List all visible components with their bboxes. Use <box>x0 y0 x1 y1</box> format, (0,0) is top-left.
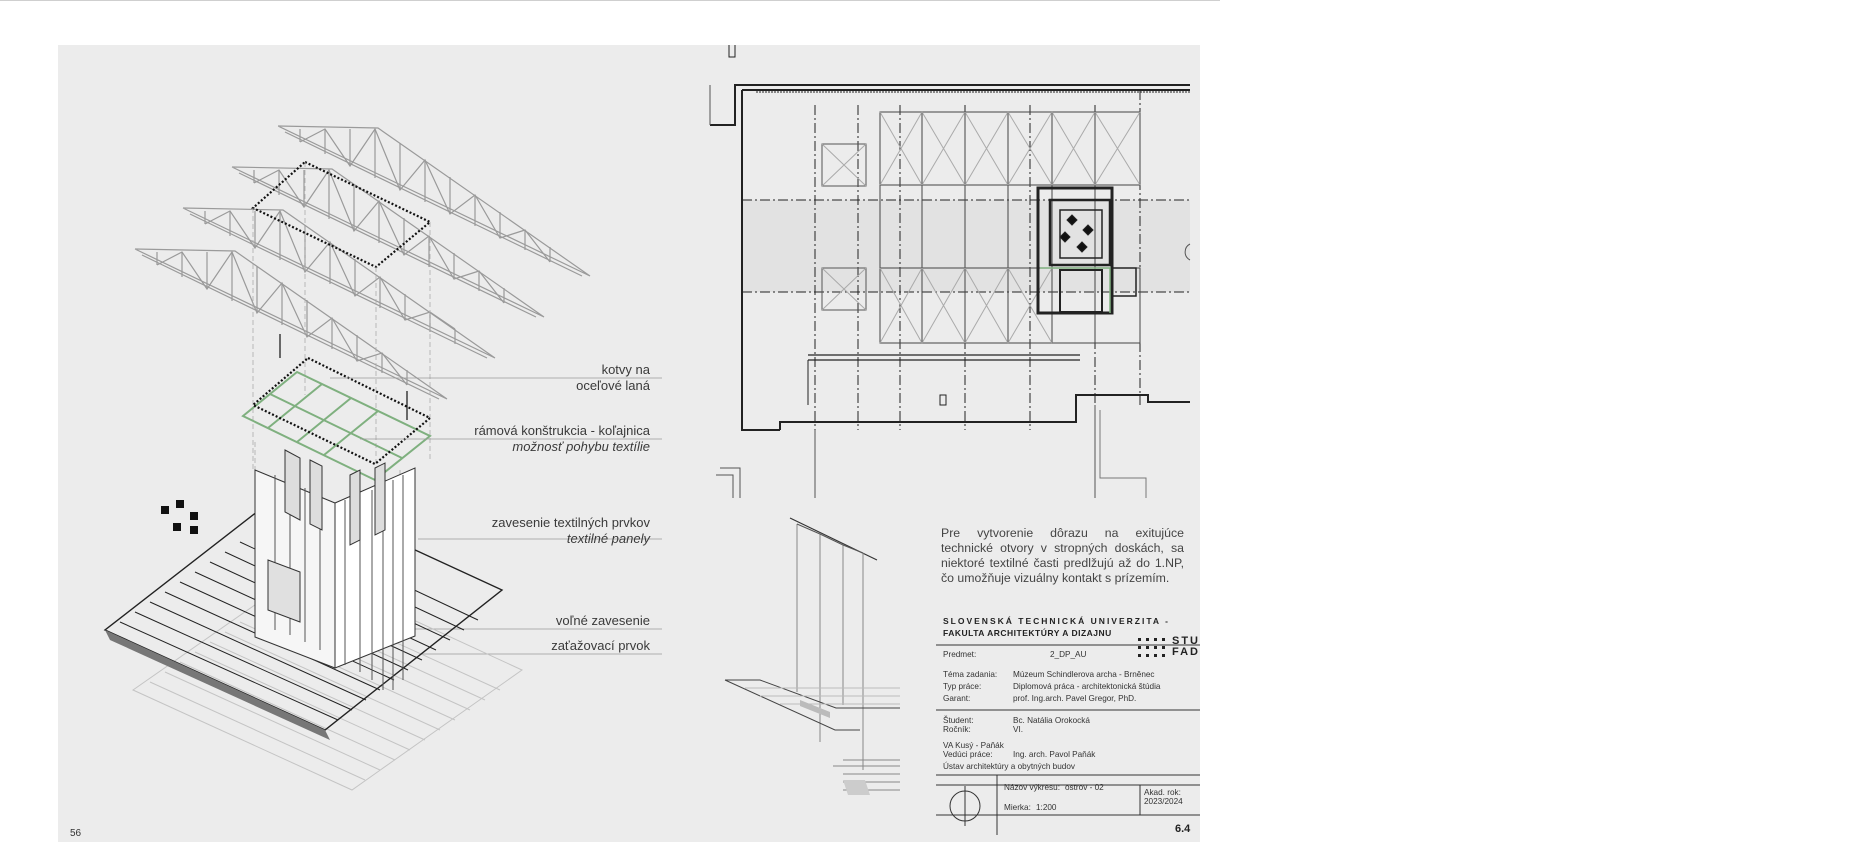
acad-year-value: 2023/2024 <box>1144 797 1183 806</box>
student-value: Bc. Natália Orokocká <box>1013 716 1090 725</box>
work-type-value: Diplomová práca - architektonická štúdia <box>1013 682 1161 691</box>
student-label: Študent: <box>943 716 974 725</box>
opening-outline-mid <box>253 358 430 464</box>
supervisor-value: Ing. arch. Pavol Paňák <box>1013 750 1096 759</box>
truss-2 <box>232 167 544 317</box>
logo-line1: STU <box>1172 635 1200 647</box>
stu-logo-dots <box>1138 638 1165 657</box>
label-free-hanging: voľné zavesenie <box>555 613 650 628</box>
label-frame-line2: možnosť pohybu textílie <box>512 439 650 454</box>
year-label: Ročník: <box>943 725 971 734</box>
drawing-name-value: ostrov - 02 <box>1065 783 1104 792</box>
guarantor-value: prof. Ing.arch. Pavel Gregor, PhD. <box>1013 694 1137 703</box>
label-anchors-line2: oceľové laná <box>576 378 650 393</box>
page-number: 56 <box>70 828 82 839</box>
truss-3 <box>183 208 495 358</box>
label-anchors-line1: kotvy na <box>601 362 650 377</box>
roof-trusses <box>135 126 590 399</box>
logo-line2: FAD <box>1172 646 1200 658</box>
label-frame <box>474 423 650 455</box>
stu-logo <box>1172 636 1200 658</box>
subject-label: Predmet: <box>943 650 977 659</box>
label-hanging <box>492 515 650 547</box>
work-type-label: Typ práce: <box>943 682 982 691</box>
floor-plan <box>710 45 1190 498</box>
label-anchors <box>576 362 650 394</box>
va-label: VA Kusý - Paňák <box>943 741 1004 750</box>
weight-cubes <box>161 500 198 534</box>
topic-label: Téma zadania: <box>943 670 998 679</box>
section-sketch <box>725 518 900 795</box>
year-value: VI. <box>1013 725 1024 734</box>
supervisor-label: Vedúci práce: <box>943 750 993 759</box>
description-text: Pre vytvorenie dôrazu na exitujúce technické otvory v stropných doskách, sa niektoré textilné časti predlžujú až do 1.NP, čo umožňuje vizuálny kontakt s prízemím. <box>941 526 1184 585</box>
label-weight: zaťažovací prvok <box>551 638 650 653</box>
truss-1 <box>278 126 590 276</box>
scale-label: Mierka: <box>1004 803 1031 812</box>
frame-rail-green <box>243 372 430 480</box>
institute-name: Ústav architektúry a obytných budov <box>943 762 1075 771</box>
textile-panel-block <box>255 450 415 690</box>
label-hanging-line1: zavesenie textilných prvkov <box>491 515 650 530</box>
university-name: SLOVENSKÁ TECHNICKÁ UNIVERZITA - <box>943 616 1170 626</box>
subject-value: 2_DP_AU <box>1050 650 1087 659</box>
label-frame-line1: rámová konštrukcia - koľajnica <box>474 423 650 438</box>
scale-value: 1:200 <box>1036 803 1057 812</box>
drawing-name-label: Názov výkresu: <box>1004 783 1060 792</box>
guarantor-label: Garant: <box>943 694 971 703</box>
sheet-number: 6.4 <box>1175 823 1191 835</box>
label-hanging-line2: textilné panely <box>566 531 650 546</box>
acad-year-label: Akad. rok: <box>1144 788 1181 797</box>
topic-value: Múzeum Schindlerova archa - Brněnec <box>1013 670 1155 679</box>
faculty-name: FAKULTA ARCHITEKTÚRY A DIZAJNU <box>943 628 1112 638</box>
